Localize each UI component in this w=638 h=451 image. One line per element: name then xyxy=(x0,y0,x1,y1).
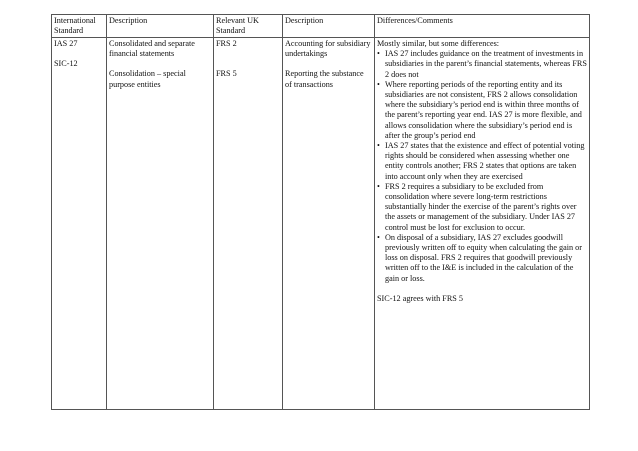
header-relevant-uk-standard: Relevant UK Standard xyxy=(214,15,283,38)
standards-comparison-table xyxy=(51,14,590,410)
differences-list xyxy=(377,49,587,284)
difference-item: • FRS 2 requires a subsidiary to be excluded from consolidation where severe long-term restrictions substantially hinder the exercise of the parent’s rights over the assets or management of the subsidiary. Under IAS 27 control must be lost for exclusion to occur. xyxy=(377,182,587,233)
header-description-uk: Description xyxy=(283,15,375,38)
comments-closing: SIC-12 agrees with FRS 5 xyxy=(377,293,463,303)
table-row xyxy=(52,38,590,410)
international-standard-sic12: SIC-12 xyxy=(54,59,78,69)
table-header-row xyxy=(52,15,590,38)
header-description: Description xyxy=(107,15,214,38)
header-international-standard: International Standard xyxy=(52,15,107,38)
header-differences-comments: Differences/Comments xyxy=(375,15,590,38)
difference-item: • Where reporting periods of the reporting entity and its subsidiaries are not consistent, FRS 2 allows consolidation where the subsidiary’s period end is within three months of the parent’s reporting year end. IAS 27 is more flexible, and allows consolidation where the subsidiary’s period end is after the group’s period end xyxy=(377,80,587,141)
comments-cell xyxy=(375,38,590,410)
international-description-cell xyxy=(107,38,214,410)
uk-standard-frs5: FRS 5 xyxy=(216,69,237,79)
description-frs2: Accounting for subsidiary undertakings xyxy=(285,39,371,59)
description-ias27: Consolidated and separate financial statements xyxy=(109,39,195,59)
difference-item: • IAS 27 states that the existence and effect of potential voting rights should be considered when assessing whether one entity controls another; FRS 2 states that options are taken into account only when they are exercised xyxy=(377,141,587,182)
uk-description-cell xyxy=(283,38,375,410)
international-standard-cell xyxy=(52,38,107,410)
comments-intro: Mostly similar, but some differences: xyxy=(377,39,500,48)
description-frs5: Reporting the substance of transactions xyxy=(285,69,364,89)
description-sic12: Consolidation – special purpose entities xyxy=(109,69,186,89)
uk-standard-cell xyxy=(214,38,283,410)
difference-item: • IAS 27 includes guidance on the treatment of investments in subsidiaries in the parent’s financial statements, whereas FRS 2 does not xyxy=(377,49,587,80)
difference-item: • On disposal of a subsidiary, IAS 27 excludes goodwill previously written off to equity when calculating the gain or loss on disposal. FRS 2 requires that goodwill previously written off to the I&E is included in the calculation of the gain or loss. xyxy=(377,233,587,284)
uk-standard-frs2: FRS 2 xyxy=(216,39,237,48)
international-standard-ias27: IAS 27 xyxy=(54,39,78,48)
